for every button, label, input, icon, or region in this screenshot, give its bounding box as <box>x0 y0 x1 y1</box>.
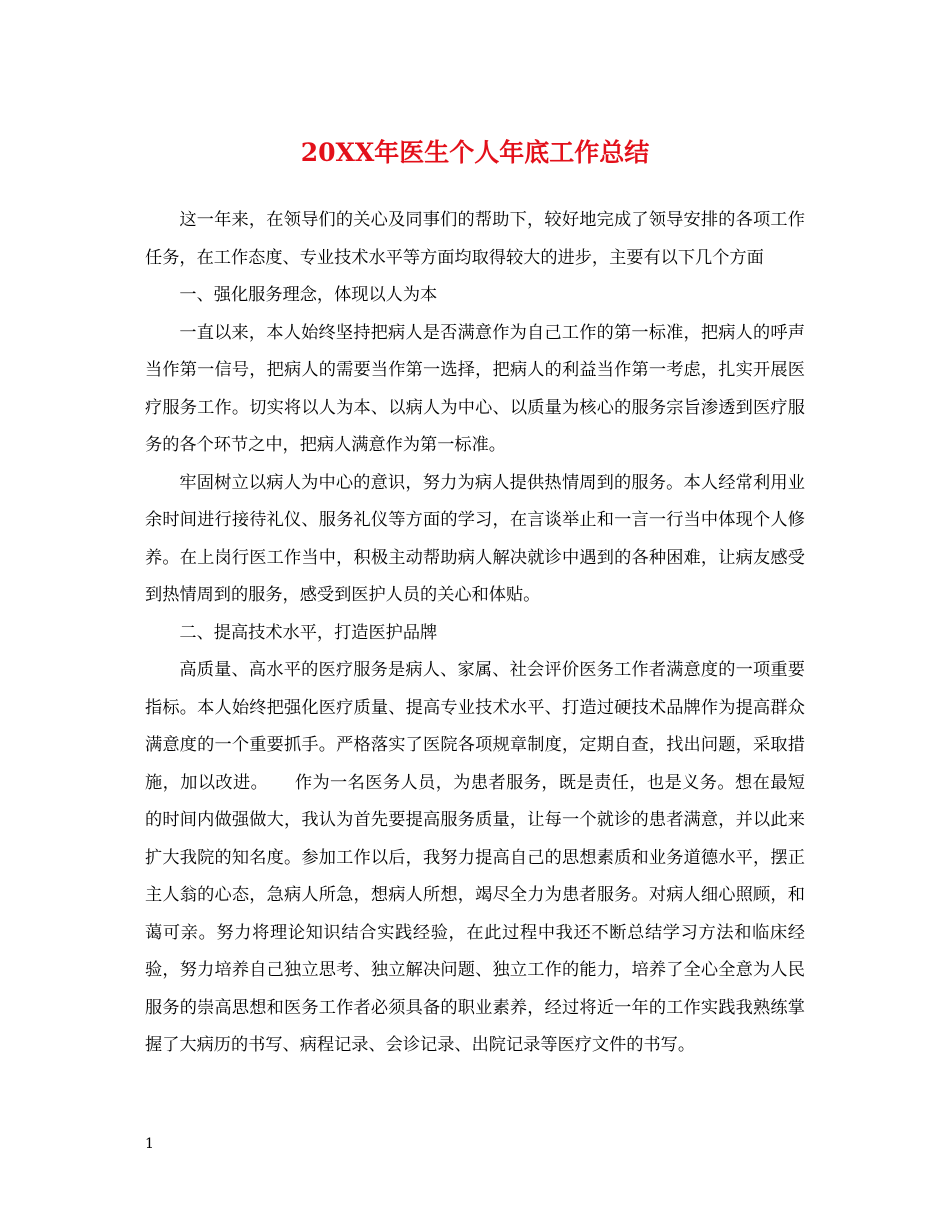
section-1-paragraph-2: 牢固树立以病人为中心的意识，努力为病人提供热情周到的服务。本人经常利用业余时间进行接待礼仪、服务礼仪等方面的学习，在言谈举止和一言一行当中体现个人修养。在上岗行医工作当中，积极主动帮助病人解决就诊中遇到的各种困难，让病友感受到热情周到的服务，感受到医护人员的关心和体贴。 <box>145 472 805 605</box>
section-heading-1: 一、强化服务理念，体现以人为本 <box>179 285 438 305</box>
section-1-paragraph-1: 一直以来，本人始终坚持把病人是否满意作为自己工作的第一标准，把病人的呼声当作第一信号，把病人的需要当作第一选择，把病人的利益当作第一考虑，扎实开展医疗服务工作。切实将以人为本、以病人为中心、以质量为核心的服务宗旨渗透到医疗服务的各个环节之中，把病人满意作为第一标准。 <box>145 322 805 455</box>
document-body <box>145 202 805 1065</box>
section-heading-2: 二、提高技术水平，打造医护品牌 <box>179 622 438 643</box>
intro-paragraph: 这一年来，在领导们的关心及同事们的帮助下，较好地完成了领导安排的各项工作任务，在工作态度、专业技术水平等方面均取得较大的进步，主要有以下几个方面 <box>145 210 805 268</box>
page-number: 1 <box>145 1136 154 1152</box>
document-title: 20XX年医生个人年底工作总结 <box>300 138 650 167</box>
section-2-paragraph-1: 高质量、高水平的医疗服务是病人、家属、社会评价医务工作者满意度的一项重要指标。本人始终把强化医疗质量、提高专业技术水平、打造过硬技术品牌作为提高群众满意度的一个重要抓手。严格落实了医院各项规章制度，定期自查，找出问题，采取措施，加以改进。 作为一名医务人员，为患者服务，既是责任，也是义务。想在最短的时间内做强做大，我认为首先要提高服务质量，让每一个就诊的患者满意，并以此来扩大我院的知名度。参加工作以后，我努力提高自己的思想素质和业务道德水平，摆正主人翁的心态，急病人所急，想病人所想，竭尽全力为患者服务。对病人细心照顾，和蔼可亲。努力将理论知识结合实践经验，在此过程中我还不断总结学习方法和临床经验，努力培养自己独立思考、独立解决问题、独立工作的能力，培养了全心全意为人民服务的崇高思想和医务工作者必须具备的职业素养，经过将近一年的工作实践我熟练掌握了大病历的书写、病程记录、会诊记录、出院记录等医疗文件的书写。 <box>145 660 805 1055</box>
